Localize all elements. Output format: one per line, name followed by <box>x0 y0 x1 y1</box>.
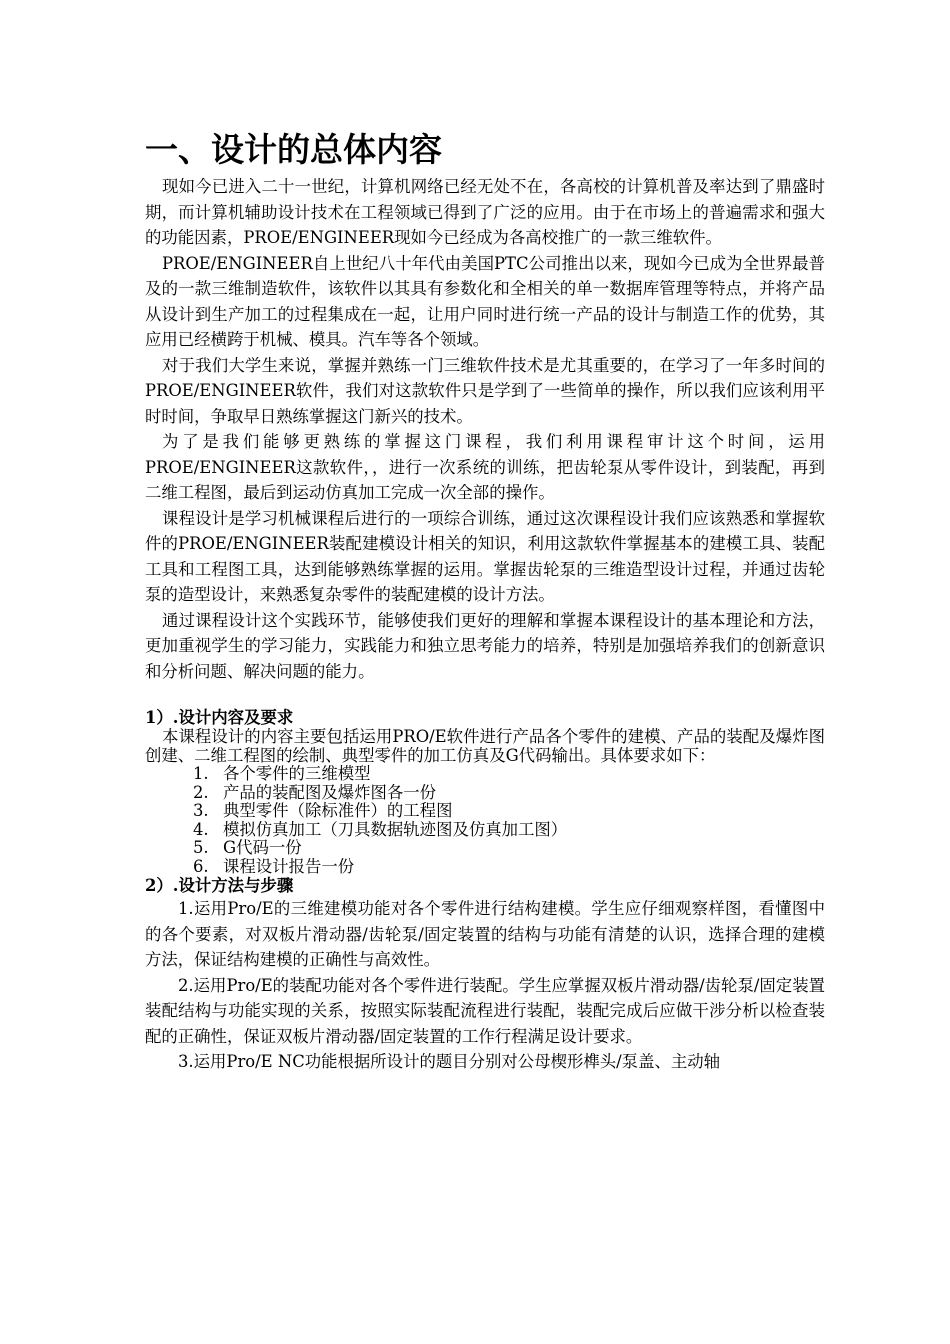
list-item-number: 2. <box>193 782 209 802</box>
section-spacer <box>145 684 825 708</box>
intro-paragraph: 现如今已进入二十一世纪，计算机网络已经无处不在，各高校的计算机普及率达到了鼎盛时期，而计算机辅助设计技术在工程领域已得到了广泛的应用。由于在市场上的普遍需求和强大的功能因素，PROE/ENGINEER现如今已经成为各高校推广的一款三维软件。 <box>145 177 825 247</box>
list-item-number: 4. <box>193 819 209 839</box>
intro-paragraph: 为了是我们能够更熟练的掌握这门课程，我们利用课程审计这个时间，运用PROE/ENGINEER这款软件，，进行一次系统的训练，把齿轮泵从零件设计，到装配，再到二维工程图，最后到运动仿真加工完成一次全部的操作。 <box>145 432 825 502</box>
list-item <box>193 858 825 877</box>
intro-paragraph: 对于我们大学生来说，掌握并熟练一门三维软件技术是尤其重要的，在学习了一年多时间的PROE/ENGINEER软件，我们对这款软件只是学到了一些简单的操作，所以我们应该利用平时时间，争取早日熟练掌握这门新兴的技术。 <box>145 355 825 426</box>
intro-paragraph: PROE/ENGINEER自上世纪八十年代由美国PTC公司推出以来，现如今已成为全世界最普及的一款三维制造软件，该软件以其具有参数化和全相关的单一数据库管理等特点，并将产品从设计到生产加工的过程集成在一起，让用户同时进行统一产品的设计与制造工作的优势，其应用已经横跨于机械、模具。汽车等各个领域。 <box>145 253 825 349</box>
list-item-text: 模拟仿真加工（刀具数据轨迹图及仿真加工图） <box>223 819 568 839</box>
method-step-paragraph: 1.运用Pro/E的三维建模功能对各个零件进行结构建模。学生应仔细观察样图，看懂图中的各个要素，对双板片滑动器/齿轮泵/固定装置的结构与功能有清楚的认识，选择合理的建模方法，保证结构建模的正确性与高效性。 <box>145 899 825 969</box>
document-title: 一、设计的总体内容 <box>145 130 442 169</box>
list-item <box>193 802 825 821</box>
requirements-paragraph: 本课程设计的内容主要包括运用PRO/E软件进行产品各个零件的建模、产品的装配及爆炸图创建、二维工程图的绘制、典型零件的加工仿真及G代码输出。具体要求如下： <box>145 727 825 765</box>
list-item-text: 各个零件的三维模型 <box>223 764 371 783</box>
intro-paragraph: 课程设计是学习机械课程后进行的一项综合训练，通过这次课程设计我们应该熟悉和掌握软件的PROE/ENGINEER装配建模设计相关的知识，利用这款软件掌握基本的建模工具、装配工具和工程图工具，达到能够熟练掌握的运用。掌握齿轮泵的三维造型设计过程，并通过齿轮泵的造型设计，来熟悉复杂零件的装配建模的设计方法。 <box>145 508 825 604</box>
requirements-list <box>145 765 825 876</box>
section-heading-requirements: 1）.设计内容及要求 <box>145 708 294 727</box>
document-body <box>145 128 825 1075</box>
list-item-text: 产品的装配图及爆炸图各一份 <box>223 782 437 802</box>
list-item-text: 课程设计报告一份 <box>223 856 355 876</box>
list-item-text: 典型零件（除标准件）的工程图 <box>223 801 453 820</box>
list-item <box>193 765 825 784</box>
list-item-number: 3. <box>193 801 209 820</box>
list-item-number: 5. <box>193 838 209 857</box>
list-item-number: 6. <box>193 856 209 876</box>
list-item-number: 1. <box>193 764 209 783</box>
list-item-text: G代码一份 <box>223 838 302 857</box>
list-item <box>193 821 825 840</box>
method-step-paragraph: 2.运用Pro/E的装配功能对各个零件进行装配。学生应掌握双板片滑动器/齿轮泵/固定装置装配结构与功能实现的关系，按照实际装配流程进行装配，装配完成后应做干涉分析以检查装配的正确性，保证双板片滑动器/固定装置的工作行程满足设计要求。 <box>145 975 825 1046</box>
method-step-paragraph: 3.运用Pro/E NC功能根据所设计的题目分别对公母楔形榫头/泵盖、主动轴 <box>178 1052 721 1071</box>
list-item <box>193 784 825 803</box>
list-item <box>193 839 825 858</box>
intro-paragraph: 通过课程设计这个实践环节，能够使我们更好的理解和掌握本课程设计的基本理论和方法，更加重视学生的学习能力，实践能力和独立思考能力的培养，特别是加强培养我们的创新意识和分析问题、解决问题的能力。 <box>145 610 825 681</box>
section-heading-methods: 2）.设计方法与步骤 <box>145 876 294 895</box>
